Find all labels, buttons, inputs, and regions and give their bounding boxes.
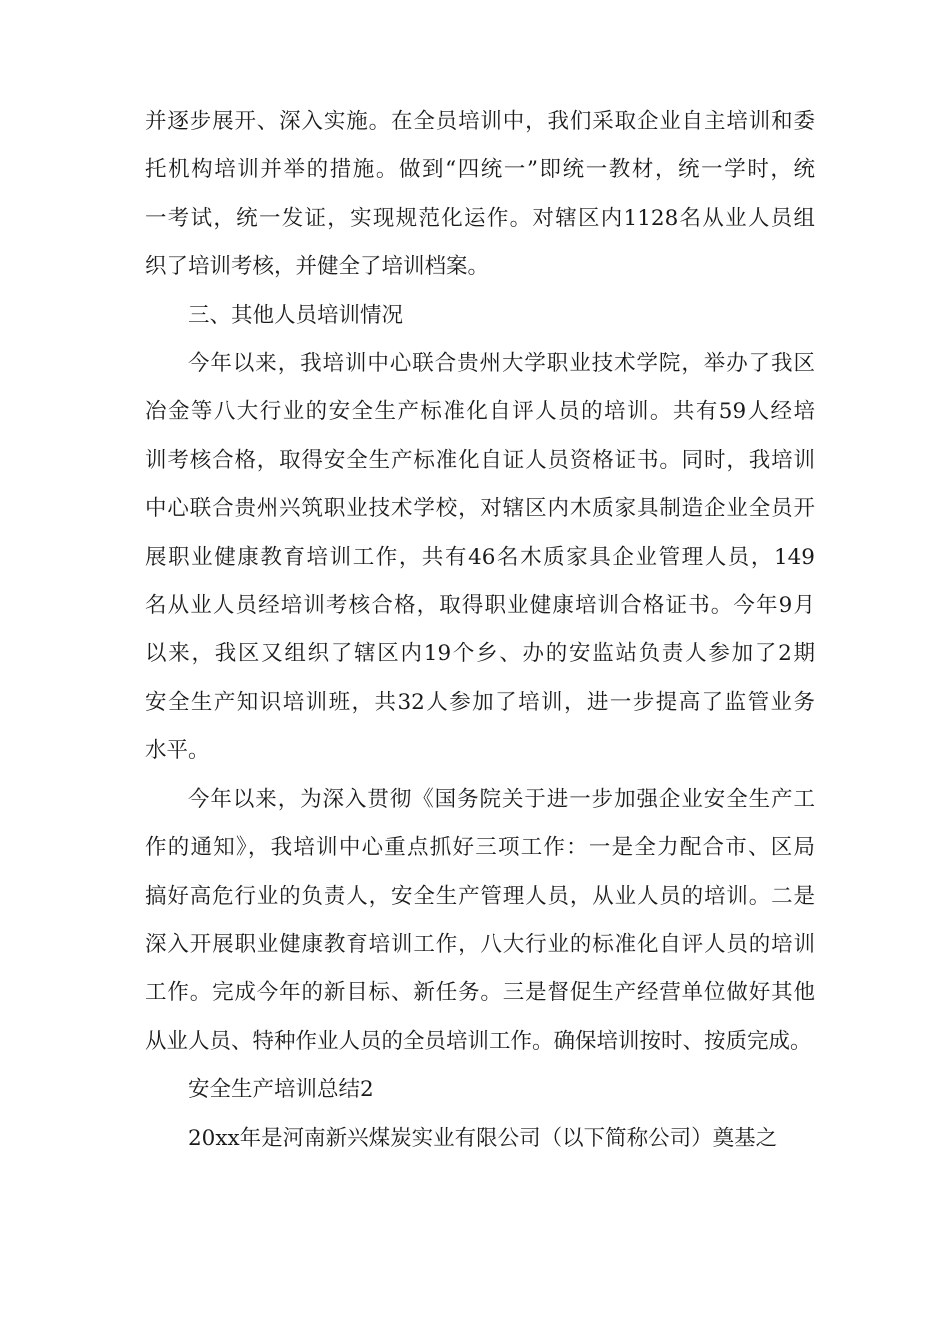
text-line: 今年以来，为深入贯彻《国务院关于进一步加强企业安全生产工 xyxy=(188,786,815,812)
text-line: 作的通知》，我培训中心重点抓好三项工作：一是全力配合市、区局 xyxy=(145,835,815,861)
paragraph xyxy=(145,340,815,776)
text-line: 展职业健康教育培训工作，共有46名木质家具企业管理人员，149 xyxy=(145,544,815,570)
paragraph xyxy=(145,1115,815,1163)
text-line: 搞好高危行业的负责人，安全生产管理人员，从业人员的培训。二是 xyxy=(145,883,815,909)
text-line: 一考试，统一发证，实现规范化运作。对辖区内1128名从业人员组 xyxy=(145,205,815,231)
text-line: 以来，我区又组织了辖区内19个乡、办的安监站负责人参加了2期 xyxy=(145,641,815,667)
text-line: 训考核合格，取得安全生产标准化自证人员资格证书。同时，我培训 xyxy=(145,447,815,473)
text-line: 今年以来，我培训中心联合贵州大学职业技术学院，举办了我区 xyxy=(188,351,815,377)
paragraph-continuation xyxy=(145,98,815,292)
text-line: 织了培训考核，并健全了培训档案。 xyxy=(145,254,490,280)
text-line: 并逐步展开、深入实施。在全员培训中，我们采取企业自主培训和委 xyxy=(145,109,815,134)
text-line: 从业人员、特种作业人员的全员培训工作。确保培训按时、按质完成。 xyxy=(145,1028,812,1054)
text-line: 名从业人员经培训考核合格，取得职业健康培训合格证书。今年9月 xyxy=(145,593,815,619)
text-line: 中心联合贵州兴筑职业技术学校，对辖区内木质家具制造企业全员开 xyxy=(145,496,815,522)
text-line: 工作。完成今年的新目标、新任务。三是督促生产经营单位做好其他 xyxy=(145,980,815,1006)
paragraph xyxy=(145,776,815,1066)
section-heading: 三、其他人员培训情况 xyxy=(188,302,404,328)
document-body xyxy=(145,98,815,1163)
text-line: 水平。 xyxy=(145,738,210,764)
text-line: 深入开展职业健康教育培训工作，八大行业的标准化自评人员的培训 xyxy=(145,931,815,957)
text-line: 安全生产知识培训班，共32人参加了培训，进一步提高了监管业务 xyxy=(145,689,815,715)
section-heading: 安全生产培训总结2 xyxy=(188,1077,374,1103)
text-line: 冶金等八大行业的安全生产标准化自评人员的培训。共有59人经培 xyxy=(145,399,815,425)
text-line: 托机构培训并举的措施。做到“四统一”即统一教材，统一学时，统 xyxy=(145,157,815,183)
text-line: 20xx年是河南新兴煤炭实业有限公司（以下简称公司）奠基之 xyxy=(188,1125,778,1151)
